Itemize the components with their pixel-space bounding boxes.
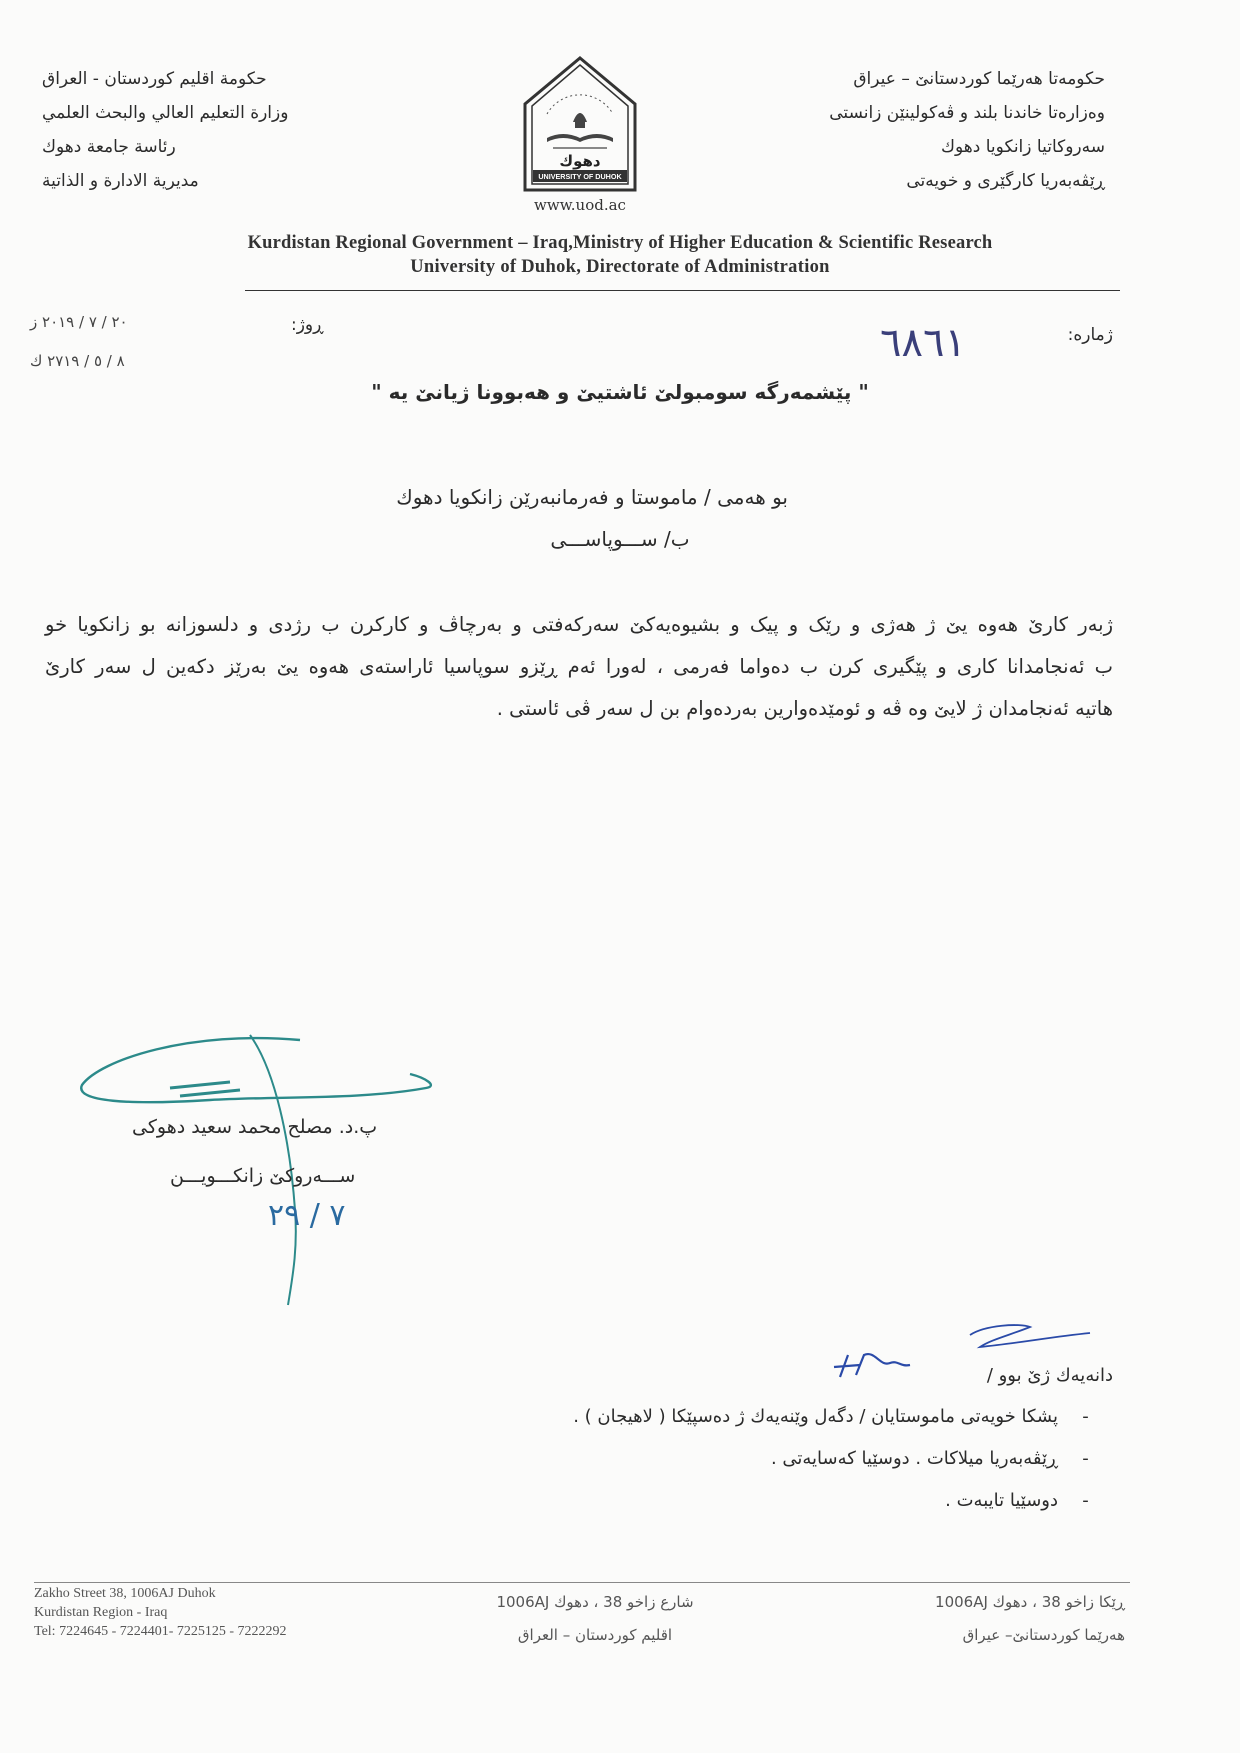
date-kurdish: ٨ / ٥ / ٢٧١٩ ك bbox=[30, 352, 125, 370]
cc-item-dash: - bbox=[1082, 1490, 1089, 1511]
cc-item-3 bbox=[213, 1490, 1113, 1511]
english-header-line-2: University of Duhok, Directorate of Administration bbox=[410, 257, 830, 277]
header-arabic-line-2: وزارة التعليم العالي والبحث العلمي bbox=[42, 103, 289, 123]
university-logo bbox=[523, 56, 637, 192]
english-header-line-1: Kurdistan Regional Government – Iraq,Ministry of Higher Education & Scientific Research bbox=[247, 233, 993, 253]
header-arabic-line-3: رئاسة جامعة دهوك bbox=[42, 137, 176, 157]
cc-item-2 bbox=[213, 1448, 1113, 1469]
cc-item-text: پشکا خویەتی ماموستایان / دگەل وێنەیەك ژ دەسپێکا ( لاهیجان ) . bbox=[573, 1406, 1058, 1427]
footer-kurdish-line-1: ڕێکا زاخو 38 ، دهوك 1006AJ bbox=[935, 1593, 1125, 1611]
header-kurdish bbox=[829, 62, 1105, 198]
footer-english-address bbox=[34, 1584, 287, 1641]
logo-text: دهوك bbox=[559, 152, 601, 170]
signature-initial-note: ٧ / ٢٩ bbox=[268, 1198, 346, 1233]
signatory-name: پ.د. مصلح محمد سعيد دهوكى bbox=[132, 1116, 378, 1138]
letter-body bbox=[45, 604, 1113, 730]
logo-banner-text: UNIVERSITY OF DUHOK bbox=[538, 172, 622, 181]
cc-item-text: دوسێیا تایبەت . bbox=[945, 1490, 1058, 1511]
header-kurdish-line-2: وەزارەتا خاندنا بلند و ڤەکولینێن زانستی bbox=[829, 103, 1105, 123]
cc-item-text: ڕێڤەبەریا میلاکات . دوسێیا کەسایەتی . bbox=[770, 1448, 1058, 1469]
number-label: ژمارە: bbox=[1067, 325, 1113, 345]
body-line-3: هاتیە ئەنجامدان ژ لایێ وە ڤە و ئومێدەوارین بەردەوام بن ل سەر ڤی ئاستی . bbox=[496, 697, 1113, 720]
signatory-title: ســـەروکێ زانکـــویـــن bbox=[170, 1165, 356, 1187]
footer-kurdish-line-2: هەرێما کوردستانێ– عیراق bbox=[962, 1626, 1125, 1644]
header-kurdish-line-1: حکومەتا هەرێما کوردستانێ – عیراق bbox=[853, 69, 1105, 89]
footer-english-line-1: Zakho Street 38, 1006AJ Duhok bbox=[34, 1586, 216, 1601]
date-label: ڕوژ: bbox=[291, 315, 324, 335]
header-arabic-line-1: حكومة اقليم كوردستان - العراق bbox=[42, 69, 267, 89]
cc-item-1 bbox=[213, 1406, 1113, 1427]
footer-arabic-address bbox=[470, 1586, 720, 1652]
slogan: " پێشمەرگە سومبولێ ئاشتیێ و هەبوونا ژیانێ یە " bbox=[371, 380, 869, 404]
footer-english-line-2: Kurdistan Region - Iraq bbox=[34, 1605, 168, 1620]
subject-line: ب/ ســـوپاســـی bbox=[550, 527, 690, 551]
header-divider bbox=[245, 290, 1120, 291]
footer-arabic-line-1: شارع زاخو 38 ، دهوك 1006AJ bbox=[496, 1593, 694, 1611]
footer-english-line-3: Tel: 7224645 - 7224401- 7225125 - 7222292 bbox=[34, 1624, 287, 1639]
cc-title: دانەیەك ژێ بوو / bbox=[986, 1365, 1113, 1386]
body-line-1: ژبەر کارێ هەوە یێ ژ هەژی و رێک و پیک و بشیوەیەکێ سەرکەفتی و بەرچاڤ و کارکرن ب رژدی و دلسوزانە بو زانکویا خو bbox=[45, 613, 1113, 636]
recipient-line: بو هەمی / ماموستا و فەرمانبەرێن زانکویا دهوك bbox=[396, 485, 788, 509]
date-gregorian: ٢٠ / ٧ / ٢٠١٩ ز bbox=[30, 313, 128, 331]
university-logo-icon bbox=[523, 56, 637, 192]
cc-item-dash: - bbox=[1082, 1448, 1089, 1469]
reference-number: ٦٨٦١ bbox=[880, 320, 966, 366]
footer-divider bbox=[34, 1582, 1130, 1583]
header-arabic-line-4: مديرية الادارة و الذاتية bbox=[42, 171, 199, 191]
header-kurdish-line-4: ڕێڤەبەریا کارگێری و خویەتی bbox=[906, 171, 1105, 191]
header-arabic bbox=[42, 62, 342, 198]
website-link[interactable]: www.uod.ac bbox=[534, 196, 626, 214]
footer-arabic-line-2: اقليم كوردستان – العراق bbox=[517, 1626, 673, 1644]
footer-kurdish-address bbox=[935, 1586, 1125, 1652]
cc-item-dash: - bbox=[1082, 1406, 1089, 1427]
header-kurdish-line-3: سەروکاتیا زانکویا دهوك bbox=[941, 137, 1105, 157]
body-line-2: ب ئەنجامدانا کاری و پێگیری کرن ب دەواما فەرمی ، لەورا ئەم ڕێزو سوپاسیا ئاراستەی هەوە یێ بەرێز دکەین ل سەر کارێ bbox=[45, 655, 1113, 678]
